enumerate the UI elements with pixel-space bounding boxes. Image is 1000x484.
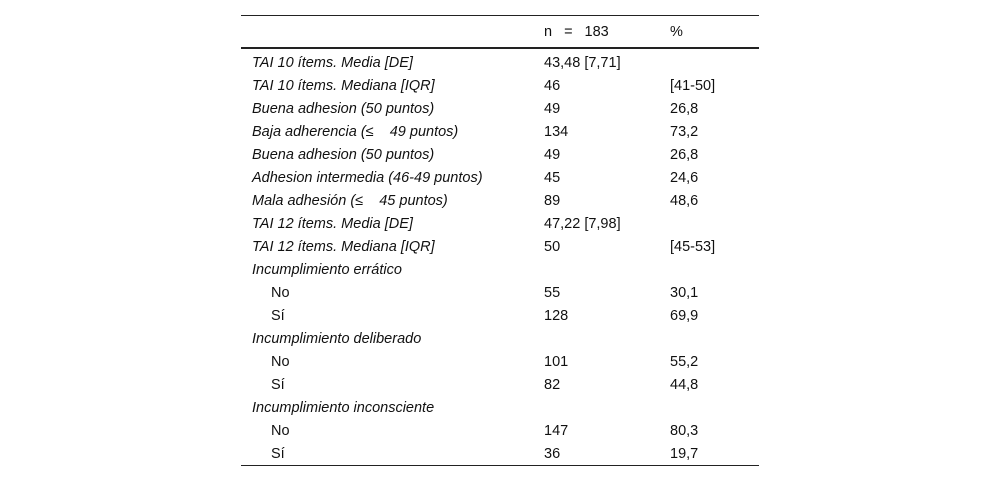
row-percent: 80,3: [670, 422, 699, 439]
results-table: [241, 15, 759, 466]
section-label: Incumplimiento deliberado: [252, 330, 422, 347]
row-label: Sí: [271, 376, 285, 393]
row-n: 45: [544, 169, 561, 186]
row-percent: 24,6: [670, 169, 699, 186]
row-percent: [41-50]: [670, 77, 716, 94]
row-n: [537, 258, 663, 281]
row-percent: 30,1: [670, 284, 699, 301]
table-row: [241, 281, 759, 304]
row-label: Buena adhesion (50 puntos): [252, 146, 435, 163]
table-row: [241, 350, 759, 373]
row-percent: 48,6: [670, 192, 699, 209]
row-percent: 44,8: [670, 376, 699, 393]
row-label: No: [271, 422, 290, 439]
header-n-cell: [537, 16, 663, 49]
row-label: Sí: [241, 442, 537, 466]
table-row: [241, 419, 759, 442]
header-row: [241, 16, 759, 49]
row-n: [537, 396, 663, 419]
table-row: [241, 166, 759, 189]
table-row: [241, 48, 759, 74]
row-n: 101: [544, 353, 569, 370]
row-n: 82: [544, 376, 561, 393]
row-n: 36: [537, 442, 663, 466]
table-header: [241, 16, 759, 49]
table-row: [241, 235, 759, 258]
row-percent: 69,9: [670, 307, 699, 324]
row-n: 47,22 [7,98]: [544, 215, 621, 232]
row-label: Sí: [271, 307, 285, 324]
row-percent: 73,2: [670, 123, 699, 140]
table-row: [241, 120, 759, 143]
row-label: TAI 10 ítems. Mediana [IQR]: [252, 77, 435, 94]
row-n: 50: [544, 238, 561, 255]
row-percent: [663, 327, 759, 350]
table-row: [241, 304, 759, 327]
table-row: [241, 373, 759, 396]
row-n: 49: [544, 146, 561, 163]
row-n: [537, 327, 663, 350]
row-label: TAI 12 ítems. Media [DE]: [252, 215, 413, 232]
row-n: 49: [544, 100, 561, 117]
header-n-value: 183: [584, 23, 609, 40]
row-n: 46: [544, 77, 561, 94]
header-n-label: n: [544, 23, 553, 40]
row-label: Adhesion intermedia (46-49 puntos): [252, 169, 483, 186]
header-percent-label: %: [663, 16, 759, 49]
row-percent: 19,7: [663, 442, 759, 466]
table-row-section: [241, 258, 759, 281]
row-label: Baja adherencia (≤ 49 puntos): [252, 123, 459, 140]
row-percent: [663, 48, 759, 74]
row-n: 43,48 [7,71]: [544, 54, 621, 71]
table-row: [241, 143, 759, 166]
row-percent: 26,8: [670, 100, 699, 117]
table-body: [241, 48, 759, 466]
row-percent: [663, 212, 759, 235]
results-table-container: [241, 15, 759, 466]
row-percent: 55,2: [670, 353, 699, 370]
header-label-cell: [241, 16, 537, 49]
row-label: No: [271, 353, 290, 370]
row-percent: [45-53]: [670, 238, 716, 255]
table-row: [241, 74, 759, 97]
row-n: 134: [544, 123, 569, 140]
row-label: Mala adhesión (≤ 45 puntos): [252, 192, 448, 209]
section-label: Incumplimiento inconsciente: [252, 399, 435, 416]
row-percent: 26,8: [670, 146, 699, 163]
table-row: [241, 97, 759, 120]
table-row-section: [241, 396, 759, 419]
row-n: 147: [544, 422, 569, 439]
header-equals: =: [564, 23, 573, 40]
row-percent: [663, 258, 759, 281]
row-percent: [663, 396, 759, 419]
table-row: [241, 212, 759, 235]
row-n: 55: [544, 284, 561, 301]
table-row-section: [241, 327, 759, 350]
row-label: TAI 10 ítems. Media [DE]: [252, 54, 413, 71]
row-label: TAI 12 ítems. Mediana [IQR]: [252, 238, 435, 255]
row-label: No: [271, 284, 290, 301]
row-n: 128: [544, 307, 569, 324]
row-label: Buena adhesion (50 puntos): [252, 100, 435, 117]
section-label: Incumplimiento errático: [252, 261, 402, 278]
row-n: 89: [544, 192, 561, 209]
table-row: [241, 442, 759, 466]
table-row: [241, 189, 759, 212]
